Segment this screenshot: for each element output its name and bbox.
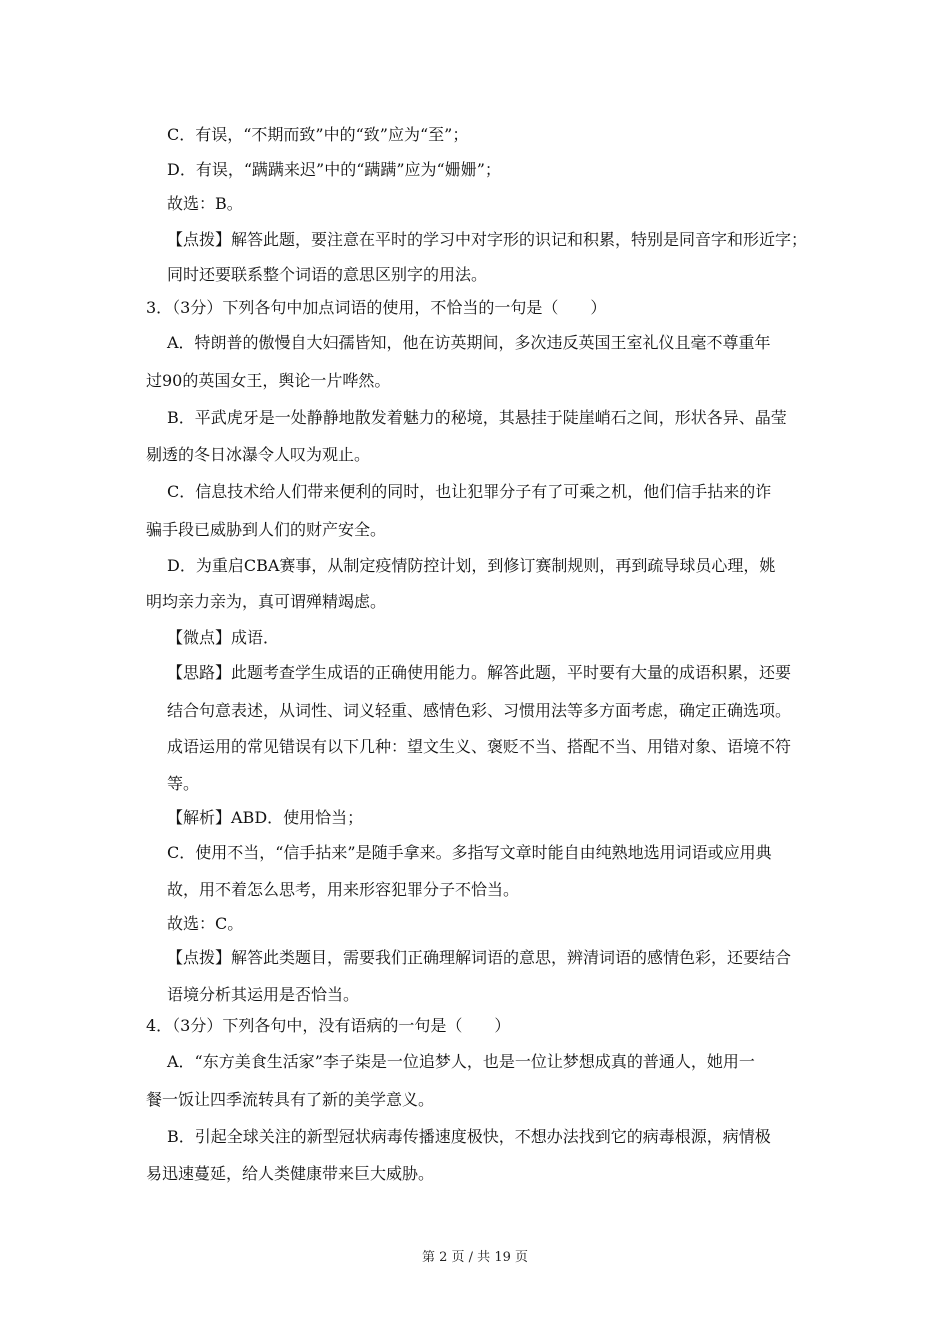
approach-paragraph: 等。	[167, 774, 200, 793]
question-4-stem: 4．（3分）下列各句中，没有语病的一句是（ ）	[146, 1016, 511, 1035]
question-3-option-d: 明均亲力亲为，真可谓殚精竭虑。	[146, 592, 387, 611]
approach-paragraph: 结合句意表述，从词性、词义轻重、感情色彩、习惯用法等多方面考虑，确定正确选项。	[167, 701, 792, 720]
page-number-footer: 第 2 页 / 共 19 页	[422, 1250, 528, 1265]
analysis-paragraph: 故，用不着怎么思考，用来形容犯罪分子不恰当。	[167, 880, 520, 899]
answer-choice: 故选：B。	[167, 194, 243, 213]
answer-option-d: D．有误，“蹒蹒来迟”中的“蹒蹒”应为“姗姗”；	[167, 160, 501, 179]
approach-paragraph: 【思路】此题考查学生成语的正确使用能力。解答此题，平时要有大量的成语积累，还要	[167, 663, 792, 682]
answer-option-c: C．有误，“不期而致”中的“致”应为“至”；	[167, 125, 469, 144]
question-3-option-c: C．信息技术给人们带来便利的同时，也让犯罪分子有了可乘之机，他们信手拈来的诈	[167, 482, 772, 501]
question-3-option-a: A．特朗普的傲慢自大妇孺皆知，他在访英期间，多次违反英国王室礼仪且毫不尊重年	[167, 333, 771, 352]
tip-paragraph: 语境分析其运用是否恰当。	[167, 985, 360, 1004]
question-4-option-b: 易迅速蔓延，给人类健康带来巨大威胁。	[146, 1164, 435, 1183]
approach-paragraph: 成语运用的常见错误有以下几种：望文生义、褒贬不当、搭配不当、用错对象、语境不符	[167, 737, 792, 756]
question-4-option-b: B．引起全球关注的新型冠状病毒传播速度极快，不想办法找到它的病毒根源，病情极	[167, 1127, 771, 1146]
answer-choice: 故选：C。	[167, 914, 244, 933]
question-3-stem: 3．（3分）下列各句中加点词语的使用，不恰当的一句是（ ）	[146, 298, 607, 317]
question-3-option-d: D．为重启CBA赛事，从制定疫情防控计划，到修订赛制规则，再到疏导球员心理，姚	[167, 556, 776, 575]
tip-paragraph: 同时还要联系整个词语的意思区别字的用法。	[167, 265, 488, 284]
analysis-paragraph: C．使用不当，“信手拈来”是随手拿来。多指写文章时能自由纯熟地选用词语或应用典	[167, 843, 772, 862]
question-3-option-b: B．平武虎牙是一处静静地散发着魅力的秘境，其悬挂于陡崖峭石之间，形状各异、晶莹	[167, 408, 787, 427]
tip-paragraph: 【点拨】解答此类题目，需要我们正确理解词语的意思，辨清词语的感情色彩，还要结合	[167, 948, 792, 967]
question-3-option-c: 骗手段已威胁到人们的财产安全。	[146, 520, 387, 539]
analysis-paragraph: 【解析】ABD．使用恰当；	[167, 808, 364, 827]
knowledge-point: 【微点】成语．	[167, 628, 280, 647]
question-3-option-a: 过90的英国女王，舆论一片哗然。	[146, 371, 391, 390]
question-4-option-a: A．“东方美食生活家”李子柒是一位追梦人，也是一位让梦想成真的普通人，她用一	[167, 1052, 755, 1071]
question-4-option-a: 餐一饭让四季流转具有了新的美学意义。	[146, 1090, 435, 1109]
tip-paragraph: 【点拨】解答此题，要注意在平时的学习中对字形的识记和积累，特别是同音字和形近字；	[167, 230, 808, 249]
question-3-option-b: 剔透的冬日冰瀑令人叹为观止。	[146, 445, 371, 464]
